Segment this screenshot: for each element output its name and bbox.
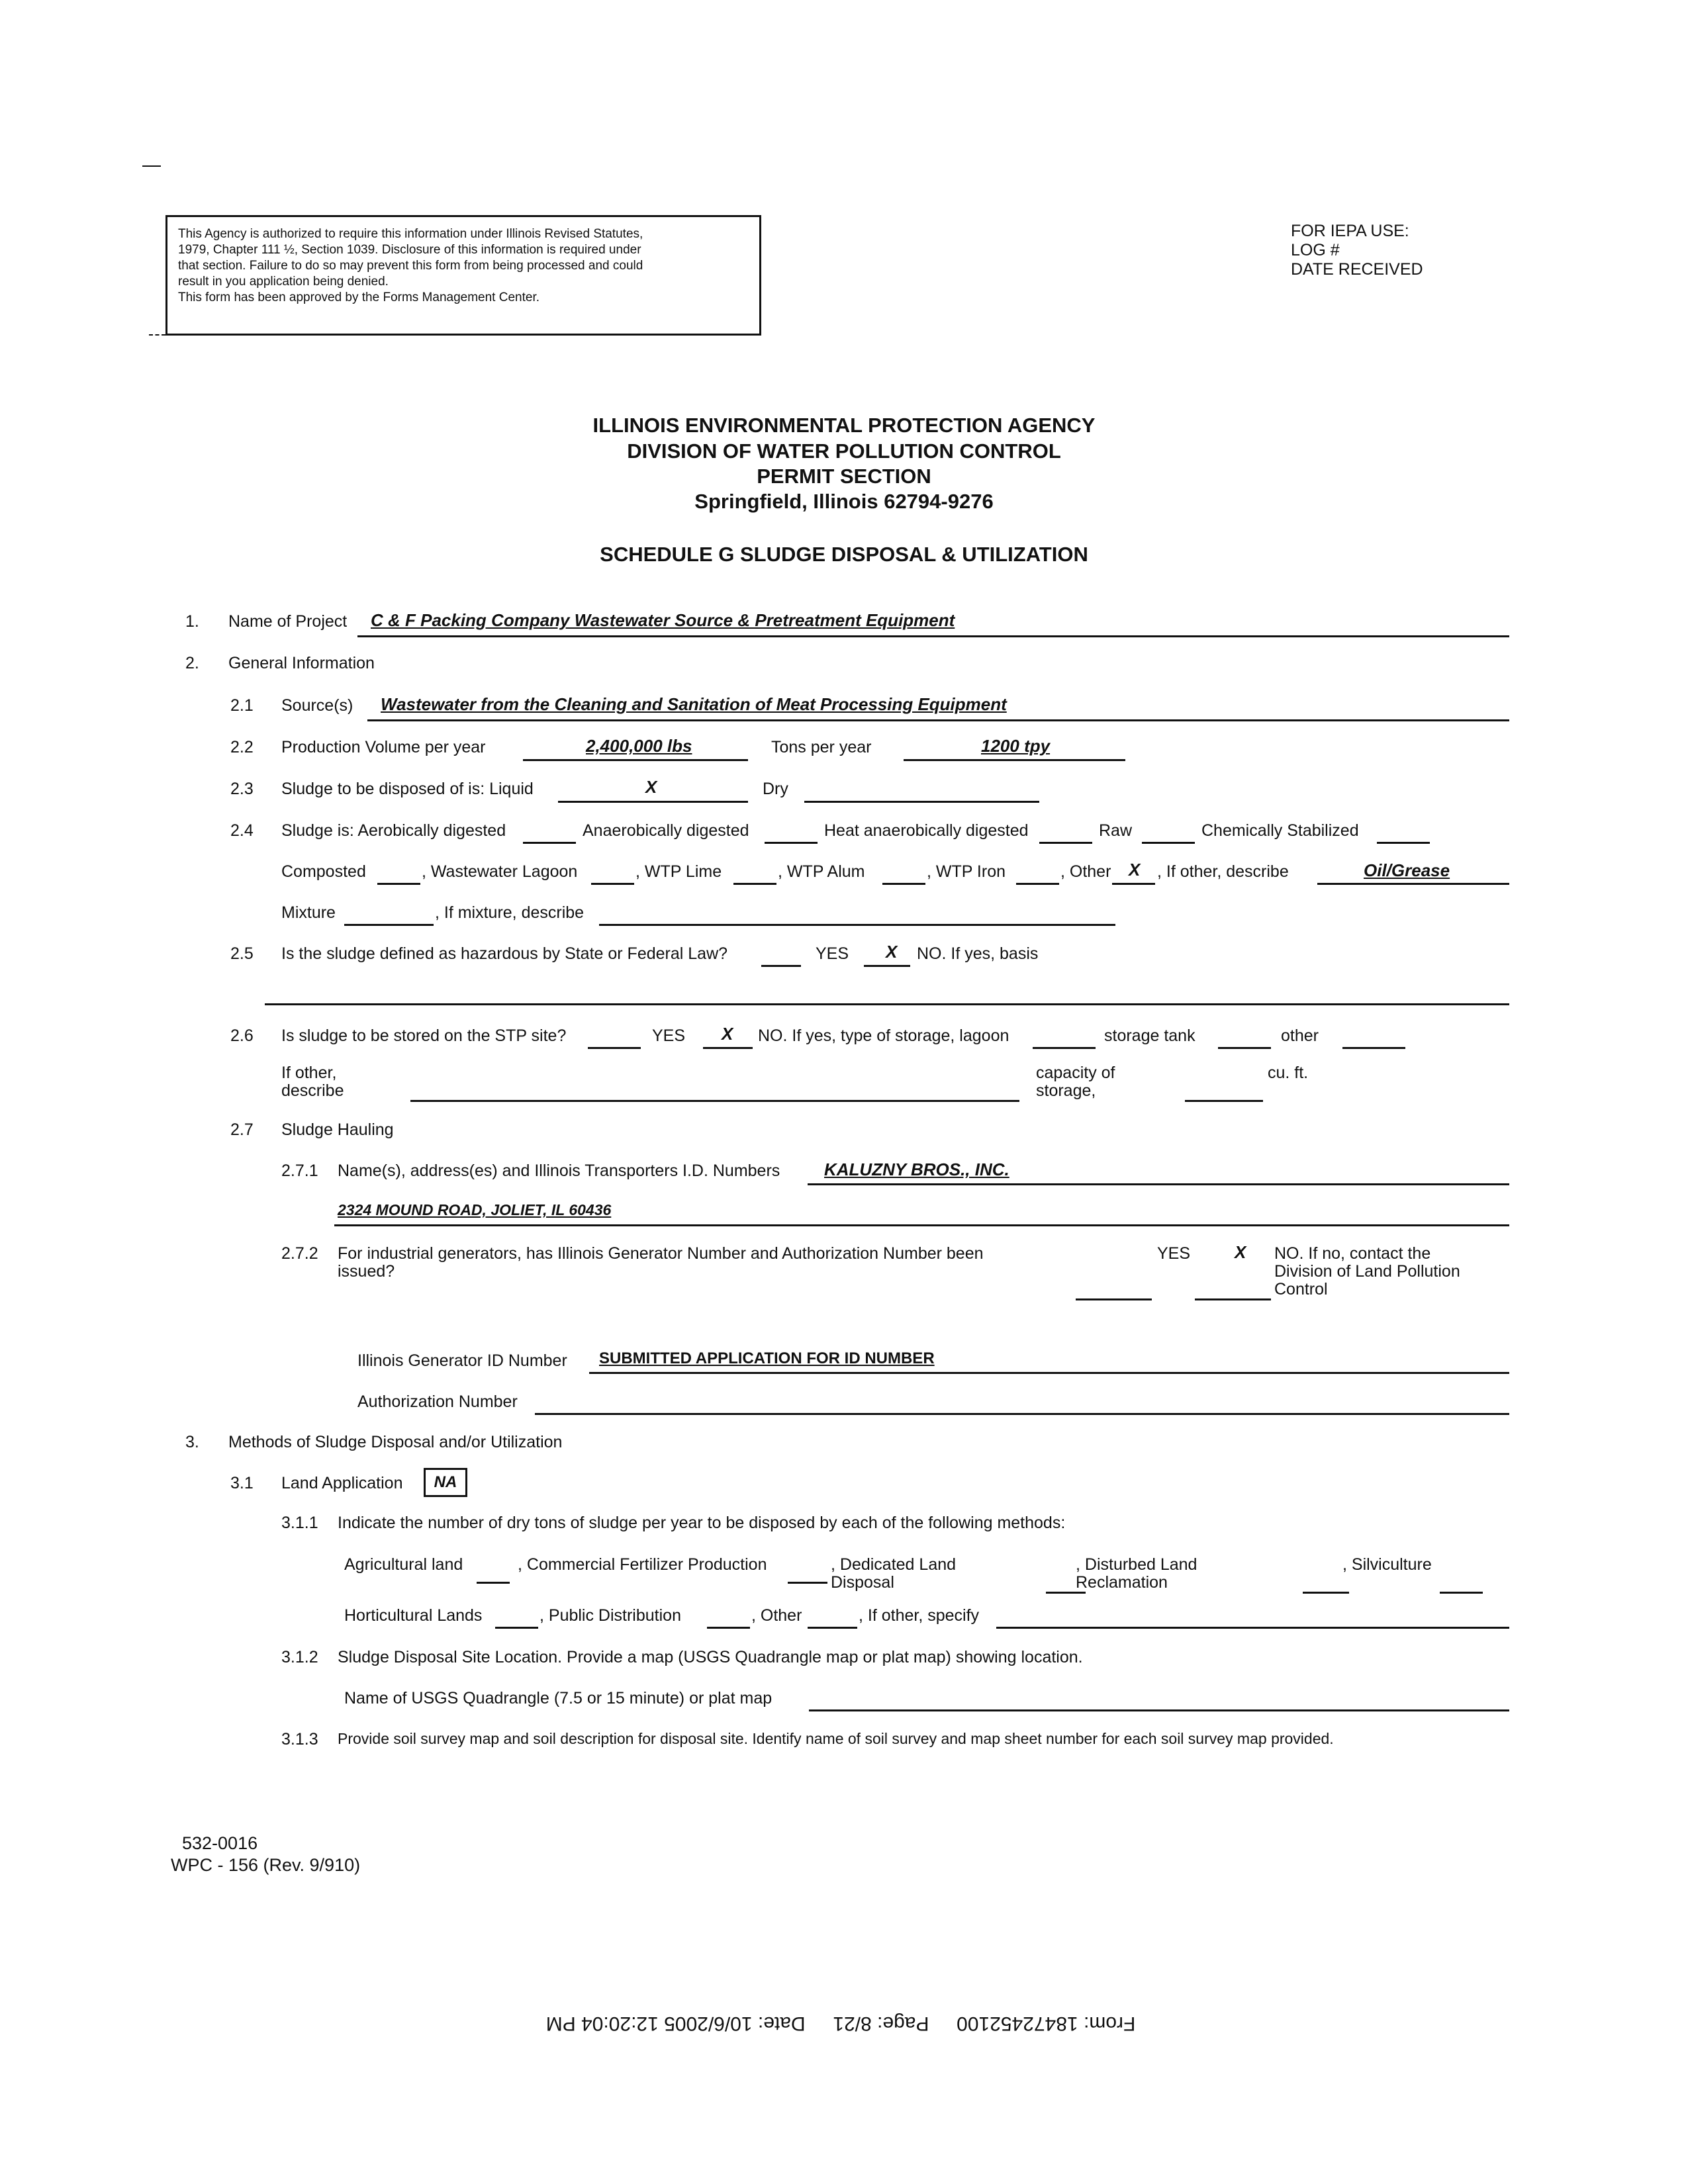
item-number: 2.7.1 [281,1161,318,1180]
item-number: 2.1 [230,696,254,715]
composted-label: Composted [281,862,366,881]
authorization-number-line [535,1413,1509,1415]
raw-label: Raw [1099,821,1133,840]
scan-artifact [142,165,161,167]
item-number: 2.3 [230,780,254,798]
land-application-label: Land Application [281,1474,403,1492]
other-description-value[interactable]: Oil/Grease [1364,860,1450,880]
storage-tank-label: storage tank [1104,1026,1196,1045]
production-volume-line [523,759,748,761]
item-number: 2.4 [230,821,254,840]
notice-line: This form has been approved by the Forms Management Center. [178,291,539,304]
capacity-line [1185,1100,1263,1102]
commercial-fertilizer-line [788,1582,827,1584]
disturbed-land-label-2: Reclamation [1076,1573,1168,1592]
usgs-quadrangle-line [809,1709,1509,1711]
generator-no-label-3: Control [1274,1280,1328,1298]
generator-id-line [589,1372,1509,1374]
hazardous-basis-line [265,1003,1509,1005]
source-line [367,719,1509,721]
form-revision: WPC - 156 (Rev. 9/910) [171,1855,361,1875]
section-number: 3. [185,1433,199,1451]
dry-label: Dry [763,780,788,798]
hazardous-no-label: NO. If yes, basis [917,944,1039,963]
dedicated-land-label: , Dedicated Land [831,1555,957,1574]
liquid-checkmark[interactable]: X [645,777,657,797]
other-label: , Other [1060,862,1111,881]
storage-tank-line [1218,1047,1271,1049]
iepa-date-received-label: DATE RECEIVED [1291,260,1423,279]
mixture-describe-label: , If mixture, describe [435,903,585,922]
other-specify-line [996,1627,1509,1629]
wtp-lime-line [733,883,776,885]
if-other-specify-label: , If other, specify [859,1606,980,1625]
hazardous-yes-line [761,965,801,967]
generator-no-line [1195,1298,1271,1300]
section-title: PERMIT SECTION [757,465,931,488]
item-number: 2.6 [230,1026,254,1045]
item-number: 3.1.2 [281,1648,318,1666]
generator-question-cont: issued? [338,1262,395,1281]
site-location-instruction: Sludge Disposal Site Location. Provide a map (USGS Quadrangle map or plat map) showing location. [338,1648,1083,1666]
item-number: 2.7 [230,1120,254,1139]
mixture-label: Mixture [281,903,336,922]
storage-no-line [703,1047,753,1049]
soil-survey-instruction: Provide soil survey map and soil description for disposal site. Identify name of soil survey and map sheet number for each soil survey map provided. [338,1730,1334,1747]
raw-line [1142,842,1195,844]
generator-question: For industrial generators, has Illinois Generator Number and Authorization Number been [338,1244,984,1263]
describe-label: describe [281,1081,344,1100]
source-label: Source(s) [281,696,353,715]
silviculture-line [1440,1592,1483,1594]
chem-stabilized-label: Chemically Stabilized [1201,821,1359,840]
public-distribution-line [707,1627,750,1629]
tons-per-year-line [904,759,1125,761]
storage-yes-label: YES [652,1026,686,1045]
schedule-title: SCHEDULE G SLUDGE DISPOSAL & UTILIZATION [600,543,1088,566]
mixture-line [344,924,434,926]
item-number: 3.1 [230,1474,254,1492]
tons-per-year-value[interactable]: 1200 tpy [981,736,1051,756]
disposal-methods-instruction: Indicate the number of dry tons of sludge per year to be disposed by each of the following methods: [338,1514,1066,1532]
aerobic-label: Sludge is: Aerobically digested [281,821,506,840]
storage-no-label: NO. If yes, type of storage, lagoon [758,1026,1009,1045]
usgs-quadrangle-label: Name of USGS Quadrangle (7.5 or 15 minute) or plat map [344,1689,773,1707]
aerobic-line [523,842,576,844]
notice-line: This Agency is authorized to require this information under Illinois Revised Statutes, [178,227,643,241]
composted-line [377,883,420,885]
cubic-feet-unit: cu. ft. [1268,1064,1309,1082]
sludge-hauling-label: Sludge Hauling [281,1120,394,1139]
lagoon-line [591,883,634,885]
general-info-heading: General Information [228,654,375,672]
sludge-form-label: Sludge to be disposed of is: Liquid [281,780,534,798]
if-other-describe-label: , If other, describe [1157,862,1289,881]
land-application-value[interactable]: NA [424,1468,467,1497]
disturbed-land-label: , Disturbed Land [1076,1555,1197,1574]
horticultural-line [495,1627,538,1629]
authorization-number-label: Authorization Number [357,1392,518,1411]
storage-yes-line [588,1047,641,1049]
hazardous-no-checkmark[interactable]: X [886,942,898,962]
source-value[interactable]: Wastewater from the Cleaning and Sanitation of Meat Processing Equipment [381,694,1007,714]
disturbed-land-line [1303,1592,1349,1594]
storage-other-label: other [1281,1026,1319,1045]
project-name-line [357,635,1509,637]
generator-no-label: NO. If no, contact the [1274,1244,1431,1263]
dry-line [804,801,1039,803]
transporter-label: Name(s), address(es) and Illinois Transporters I.D. Numbers [338,1161,780,1180]
production-volume-value[interactable]: 2,400,000 lbs [586,736,692,756]
other-line [1112,883,1155,885]
transporter-name-line [808,1183,1509,1185]
heat-anaerobic-label: Heat anaerobically digested [824,821,1029,840]
section-number: 1. [185,612,199,631]
generator-no-label-2: Division of Land Pollution [1274,1262,1460,1281]
agency-address: Springfield, Illinois 62794-9276 [694,490,994,513]
item-number: 3.1.1 [281,1514,318,1532]
transporter-name-value[interactable]: KALUZNY BROS., INC. [824,1160,1009,1179]
iepa-log-label: LOG # [1291,241,1340,259]
if-other-label: If other, [281,1064,337,1082]
dedicated-land-label-2: Disposal [831,1573,894,1592]
agricultural-land-label: Agricultural land [344,1555,463,1574]
section-number: 2. [185,654,199,672]
scan-artifact [149,334,165,336]
agricultural-land-line [477,1582,510,1584]
horticultural-label: Horticultural Lands [344,1606,483,1625]
anaerobic-line [765,842,818,844]
silviculture-label: , Silviculture [1342,1555,1432,1574]
hazardous-question: Is the sludge defined as hazardous by State or Federal Law? [281,944,728,963]
project-name-value[interactable]: C & F Packing Company Wastewater Source & Pretreatment Equipment [371,610,955,630]
item-number: 2.5 [230,944,254,963]
notice-line: result in you application being denied. [178,275,389,289]
wtp-lime-label: , WTP Lime [635,862,722,881]
generator-id-label: Illinois Generator ID Number [357,1351,567,1370]
notice-line: that section. Failure to do so may prevent this form from being processed and could [178,259,643,273]
liquid-line [558,801,748,803]
lagoon-label: , Wastewater Lagoon [422,862,578,881]
other-description-line [1317,883,1509,885]
commercial-fertilizer-label: , Commercial Fertilizer Production [518,1555,767,1574]
hazardous-no-line [864,965,910,967]
other-method-label: , Other [751,1606,802,1625]
generator-yes-label: YES [1157,1244,1191,1263]
project-name-label: Name of Project [228,612,348,631]
wtp-iron-label: , WTP Iron [927,862,1006,881]
iepa-use-label: FOR IEPA USE: [1291,222,1409,240]
public-distribution-label: , Public Distribution [539,1606,681,1625]
chem-stabilized-line [1377,842,1430,844]
division-title: DIVISION OF WATER POLLUTION CONTROL [627,439,1061,463]
production-volume-label: Production Volume per year [281,738,486,756]
agency-title: ILLINOIS ENVIRONMENTAL PROTECTION AGENCY [592,414,1096,437]
wtp-alum-label: , WTP Alum [778,862,865,881]
tons-per-year-label: Tons per year [771,738,872,756]
wtp-iron-line [1016,883,1059,885]
transporter-address-value[interactable]: 2324 MOUND ROAD, JOLIET, IL 60436 [338,1201,612,1218]
storage-label: storage, [1036,1081,1096,1100]
mixture-describe-line [599,924,1115,926]
other-checkmark[interactable]: X [1129,860,1141,880]
generator-no-checkmark[interactable]: X [1235,1242,1246,1262]
storage-question: Is sludge to be stored on the STP site? [281,1026,567,1045]
lagoon-storage-line [1033,1047,1096,1049]
item-number: 3.1.3 [281,1730,318,1749]
fax-header-upside-down: From: 18472452100 Page: 8/21 Date: 10/6/2005 12:20:04 PM [545,2013,1136,2034]
anaerobic-label: Anaerobically digested [583,821,749,840]
item-number: 2.2 [230,738,254,756]
wtp-alum-line [882,883,925,885]
methods-heading: Methods of Sludge Disposal and/or Utilization [228,1433,563,1451]
heat-anaerobic-line [1039,842,1092,844]
storage-no-checkmark[interactable]: X [722,1024,733,1044]
other-method-line [808,1627,857,1629]
storage-describe-line [410,1100,1019,1102]
notice-line: 1979, Chapter 111 ½, Section 1039. Disclosure of this information is required under [178,243,641,257]
notice-box [165,215,761,336]
generator-id-value[interactable]: SUBMITTED APPLICATION FOR ID NUMBER [599,1349,935,1367]
form-number: 532-0016 [182,1833,258,1853]
capacity-label: capacity of [1036,1064,1115,1082]
transporter-address-line [334,1224,1509,1226]
item-number: 2.7.2 [281,1244,318,1263]
hazardous-yes-label: YES [816,944,849,963]
storage-other-line [1342,1047,1405,1049]
generator-yes-line [1076,1298,1152,1300]
